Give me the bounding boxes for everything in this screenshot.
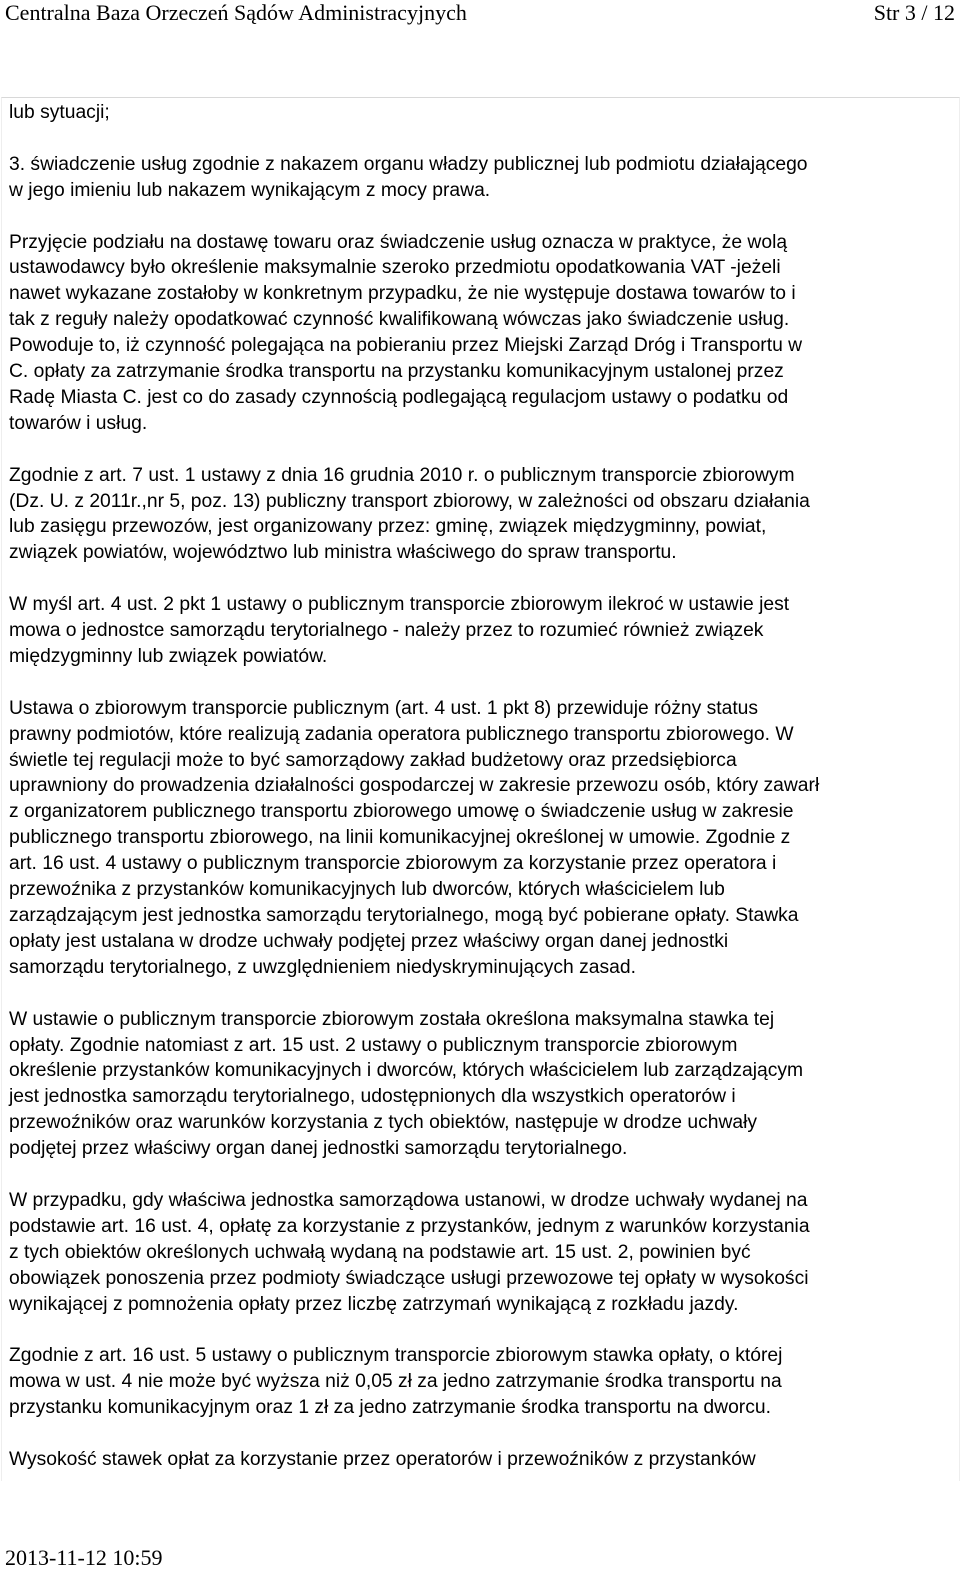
- text-line: z tych obiektów określonych uchwałą wydaną na podstawie art. 15 ust. 2, powinien być: [9, 1241, 751, 1263]
- text-line: określenie przystanków komunikacyjnych i dworców, których właścicielem lub zarządzającym: [9, 1060, 804, 1082]
- text-line: nawet wykazane zostałoby w konkretnym przypadku, że nie występuje dostawa towarów to i: [9, 283, 796, 305]
- text-line: przystanku komunikacyjnym oraz 1 zł za jedno zatrzymanie środka transportu na dworcu.: [9, 1397, 771, 1419]
- text-line: opłaty. Zgodnie natomiast z art. 15 ust. 2 ustawy o publicznym transporcie zbiorowym: [9, 1034, 738, 1056]
- text-line: Przyjęcie podziału na dostawę towaru oraz świadczenie usług oznacza w praktyce, że wolą: [9, 231, 788, 253]
- text-line: opłaty jest ustalana w drodze uchwały podjętej przez właściwy organ danej jednostki: [9, 930, 729, 952]
- paragraph-spacer: [9, 566, 959, 592]
- paragraph-spacer: [9, 981, 959, 1007]
- text-line: świetle tej regulacji może to być samorządowy zakład budżetowy oraz przedsiębiorca: [9, 749, 737, 771]
- text-line: lub zasięgu przewozów, jest organizowany przez: gminę, związek międzygminny, powiat,: [9, 516, 767, 538]
- text-line: W ustawie o publicznym transporcie zbiorowym została określona maksymalna stawka tej: [9, 1008, 775, 1030]
- text-line: tak z reguły należy opodatkować czynność kwalifikowaną wówczas jako świadczenie usług.: [9, 309, 790, 331]
- text-line: uprawniony do prowadzenia działalności gospodarczej w zakresie przewozu osób, który zawarł: [9, 775, 820, 797]
- paragraph: [9, 1007, 959, 1162]
- paragraph: [9, 463, 959, 567]
- text-line: W myśl art. 4 ust. 2 pkt 1 ustawy o publicznym transporcie zbiorowym ilekroć w ustawie jest: [9, 594, 790, 616]
- paragraph-spacer: [9, 437, 959, 463]
- text-line: art. 16 ust. 4 ustawy o publicznym transporcie zbiorowym za korzystanie przez operatora i: [9, 853, 777, 875]
- paragraph: [9, 1188, 959, 1318]
- paragraph-spacer: [9, 204, 959, 230]
- paragraph-spacer: [9, 1421, 959, 1447]
- paragraph: [9, 1343, 959, 1421]
- text-line: samorządu terytorialnego, z uwzględnieniem niedyskryminujących zasad.: [9, 956, 636, 978]
- text-line: Zgodnie z art. 16 ust. 5 ustawy o publicznym transporcie zbiorowym stawka opłaty, o której: [9, 1345, 783, 1367]
- paragraph: [9, 1447, 959, 1473]
- paragraph: [9, 152, 959, 204]
- text-line: związek powiatów, województwo lub ministra właściwego do spraw transportu.: [9, 542, 677, 564]
- page-indicator: Str 3 / 12: [873, 0, 955, 25]
- text-line: jest jednostka samorządu terytorialnego, udostępnionych dla wszystkich operatorów i: [9, 1086, 736, 1108]
- text-line: publicznego transportu zbiorowego, na linii komunikacyjnej określonej w umowie. Zgodnie z: [9, 827, 791, 849]
- text-line: ustawodawcy było określenie maksymalnie szeroko przedmiotu opodatkowania VAT -jeżeli: [9, 257, 781, 279]
- text-line: mowa w ust. 4 nie może być wyższa niż 0,05 zł za jedno zatrzymanie środka transportu na: [9, 1371, 782, 1393]
- paragraph-spacer: [9, 670, 959, 696]
- text-line: w jego imieniu lub nakazem wynikającym z mocy prawa.: [9, 179, 491, 201]
- text-line: 3. świadczenie usług zgodnie z nakazem organu władzy publicznej lub podmiotu działającego: [9, 153, 808, 175]
- text-line: podstawie art. 16 ust. 4, opłatę za korzystanie z przystanków, jednym z warunków korzystania: [9, 1215, 810, 1237]
- text-line: W przypadku, gdy właściwa jednostka samorządowa ustanowi, w drodze uchwały wydanej na: [9, 1189, 808, 1211]
- text-line: przewoźnika z przystanków komunikacyjnych lub dworców, których właścicielem lub: [9, 879, 725, 901]
- page-header: [0, 0, 960, 36]
- paragraph-spacer: [9, 126, 959, 152]
- text-line: międzygminny lub związek powiatów.: [9, 645, 328, 667]
- paragraph: [9, 230, 959, 437]
- text-line: towarów i usług.: [9, 412, 148, 434]
- page-footer: [0, 1545, 960, 1570]
- text-line: (Dz. U. z 2011r.,nr 5, poz. 13) publiczny transport zbiorowy, w zależności od obszaru działania: [9, 490, 810, 512]
- text-line: Zgodnie z art. 7 ust. 1 ustawy z dnia 16 grudnia 2010 r. o publicznym transporcie zbiorowym: [9, 464, 795, 486]
- document-source-title: Centralna Baza Orzeczeń Sądów Administracyjnych: [5, 0, 467, 25]
- text-line: C. opłaty za zatrzymanie środka transportu na przystanku komunikacyjnym ustalonej przez: [9, 361, 784, 383]
- paragraph: [9, 100, 959, 126]
- print-timestamp: 2013-11-12 10:59: [5, 1545, 163, 1570]
- paragraph-spacer: [9, 1162, 959, 1188]
- text-line: przewoźników oraz warunków korzystania z tych obiektów, następuje w drodze uchwały: [9, 1112, 758, 1134]
- text-line: wynikającej z pomnożenia opłaty przez liczbę zatrzymań wynikającą z rozkładu jazdy.: [9, 1293, 739, 1315]
- text-line: z organizatorem publicznego transportu zbiorowego umowę o świadczenie usług w zakresie: [9, 801, 794, 823]
- paragraph-spacer: [9, 1317, 959, 1343]
- text-line: mowa o jednostce samorządu terytorialnego - należy przez to rozumieć również związek: [9, 620, 764, 642]
- text-line: Ustawa o zbiorowym transporcie publicznym (art. 4 ust. 1 pkt 8) przewiduje różny status: [9, 697, 759, 719]
- judgment-text: [9, 100, 959, 1473]
- text-line: prawny podmiotów, które realizują zadania operatora publicznego transportu zbiorowego. W: [9, 723, 794, 745]
- text-line: zarządzającym jest jednostka samorządu terytorialnego, mogą być pobierane opłaty. Stawka: [9, 905, 799, 927]
- text-line: podjętej przez właściwy organ danej jednostki samorządu terytorialnego.: [9, 1138, 628, 1160]
- paragraph: [9, 592, 959, 670]
- text-line: lub sytuacji;: [9, 102, 110, 123]
- paragraph: [9, 696, 959, 981]
- text-line: Radę Miasta C. jest co do zasady czynnością podlegającą regulacjom ustawy o podatku od: [9, 386, 789, 408]
- text-line: Powoduje to, iż czynność polegająca na pobieraniu przez Miejski Zarząd Dróg i Transportu w: [9, 335, 803, 357]
- text-line: obowiązek ponoszenia przez podmioty świadczące usługi przewozowe tej opłaty w wysokości: [9, 1267, 809, 1289]
- text-line: Wysokość stawek opłat za korzystanie przez operatorów i przewoźników z przystanków: [9, 1448, 756, 1470]
